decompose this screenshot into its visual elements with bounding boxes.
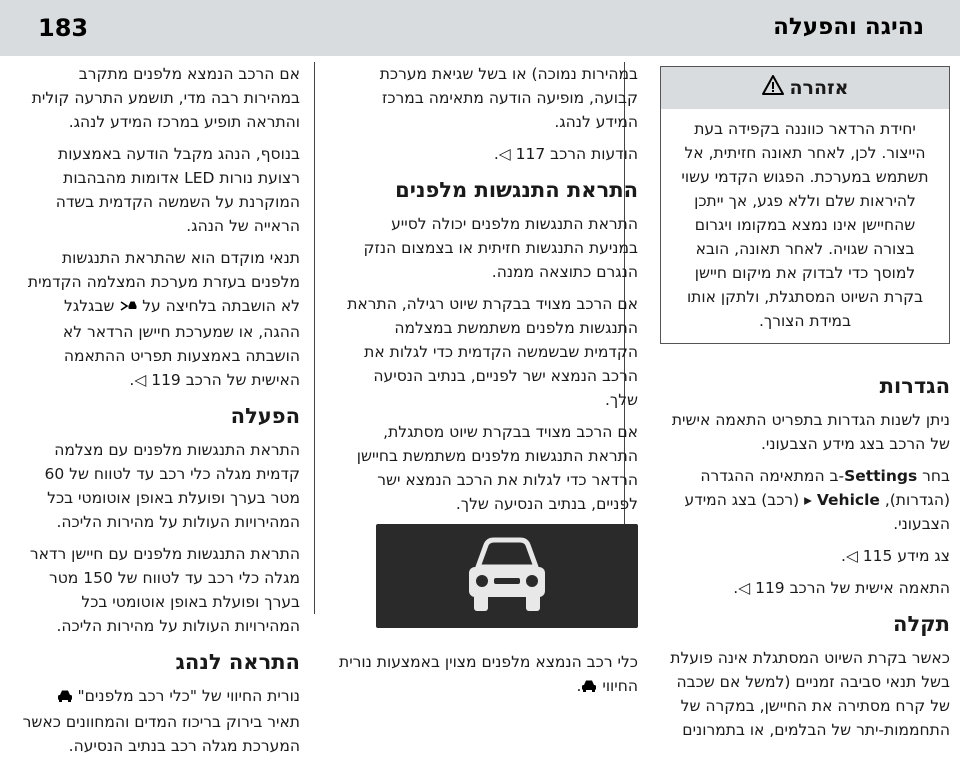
paragraph: אם הרכב הנמצא מלפנים מתקרב במהירות רבה מדי, תושמע התרעה קולית והתראה תופיע במרכז המידע לנהג. <box>31 65 300 131</box>
fault-paragraph: כאשר בקרת השיוט המסתגלת אינה פועלת בשל תנאי סביבה זמניים (למשל אם שכבה של קרח מסתירה את החיישן, במקרה של התחממות-יתר של הבלמים, או בתמרונים <box>670 649 950 739</box>
cross-reference: הודעות הרכב 117 ◁. <box>493 145 638 163</box>
warning-box <box>660 66 950 344</box>
heading-operation: הפעלה <box>230 404 300 428</box>
vehicle-ahead-illustration <box>376 524 638 628</box>
cross-reference: התאמה אישית של הרכב 119 ◁. <box>733 579 950 597</box>
warning-header <box>661 67 949 109</box>
chevron-right-icon: ▸ <box>804 491 817 509</box>
paragraph: במהירות נמוכה) או בשל שגיאת מערכת קבועה, מופיעה הודעה מתאימה במרכז המידע לנהג. <box>379 65 638 131</box>
vehicle-ahead-icon <box>581 676 597 700</box>
paragraph: כלי רכב הנמצא מלפנים מצוין באמצעות נורית החיווי . <box>338 650 638 700</box>
cross-reference: צג מידע 115 ◁. <box>841 547 950 565</box>
vehicle-ahead-icon <box>57 686 73 710</box>
settings-paragraph: ניתן לשנות הגדרות בתפריט התאמה אישית של הרכב בצג מידע הצבעוני. <box>671 411 950 453</box>
section-title: נהיגה והפעלה <box>773 14 924 40</box>
paragraph: אם הרכב מצויד בבקרת שיוט מסתגלת, התראת התנגשות מלפנים משתמשת בחיישן הרדאר כדי לגלות את הרכב הנמצא ישר לפניים, בנתיב הנסיעה שלך. <box>356 423 638 513</box>
paragraph: אם הרכב מצויד בבקרת שיוט רגילה, התראת התנגשות מלפנים משתמשת במצלמה הקדמית שבשמשה הקדמית כדי לגלות את הרכב הנמצא ישר לפניים, בנתיב הנסיעה שלך. <box>347 295 638 409</box>
column-left <box>20 62 300 766</box>
paragraph: התראת התנגשות מלפנים עם חיישן רדאר מגלה כלי רכב עד לטווח של 150 מטר בערך ופועלת באופן אוטומטי בכל המהירויות העולות על מהירות הליכה. <box>29 545 300 635</box>
column-middle <box>338 62 638 708</box>
paragraph: בנוסף, הנהג מקבל הודעה באמצעות רצועת נורות LED אדומות מהבהבות המוקרנת על השמשה הקדמית בשדה הראייה של הנהג. <box>55 145 300 235</box>
vehicle-ahead-icon <box>464 537 550 615</box>
paragraph: התראת התנגשות מלפנים עם מצלמה קדמית מגלה כלי רכב עד לטווח של 60 מטר בערך ופועלת באופן אוטומטי בכל המהירויות העולות על מהירות הליכה. <box>44 441 300 531</box>
heading-driver-alert: התראה לנהג <box>175 650 300 674</box>
settings-instruction: בחר Settings-ב המתאימה ההגדרה (הגדרות), Vehicle ▸ (רכב) בצג המידע הצבעוני. <box>684 467 950 533</box>
heading-forward-collision-alert: התראת התנגשות מלפנים <box>395 178 638 202</box>
page-number: 183 <box>38 14 89 42</box>
column-divider <box>314 62 315 614</box>
page-header <box>0 0 960 56</box>
warning-triangle-icon <box>762 75 784 101</box>
collision-alert-button-icon <box>119 296 137 320</box>
column-right <box>660 62 950 750</box>
paragraph: התראת התנגשות מלפנים יכולה לסייע במניעת התנגשות חזיתית או בצמצום הנזק הנגרם כתוצאה ממנה. <box>363 215 638 281</box>
paragraph: נורית החיווי של "כלי רכב מלפנים" תאיר בירוק בריכוז המדים והמחוונים כאשר המערכת מגלה רכב בנתיב הנסיעה. <box>22 687 300 755</box>
warning-title: אזהרה <box>789 77 849 99</box>
heading-fault: תקלה <box>893 612 950 636</box>
heading-settings: הגדרות <box>879 374 950 398</box>
paragraph: תנאי מוקדם הוא שהתראת התנגשות מלפנים בעזרת מערכת המצלמה הקדמית לא הושבתה בלחיצה על שבגלגל ההגה, או שמערכת חיישן הרדאר לא הושבתה באמצעות תפריט ההתאמה האישית של הרכב 119 ◁. <box>27 249 300 389</box>
warning-body: יחידת הרדאר כווננה בקפידה בעת הייצור. לכן, לאחר תאונה חזיתית, אל תשתמש במערכת. הפגוש הקדמי עשוי להיראות שלם וללא פגע, אך ייתכן שהחיישן אינו נמצא במקומו ויגרום בצורה שגויה. לאחר תאונה, הובא למוסך כדי לבדוק את מיקום חיישן בקרת השיוט המסתגלת, ולתקן אותו במידת הצורך. <box>681 120 929 330</box>
